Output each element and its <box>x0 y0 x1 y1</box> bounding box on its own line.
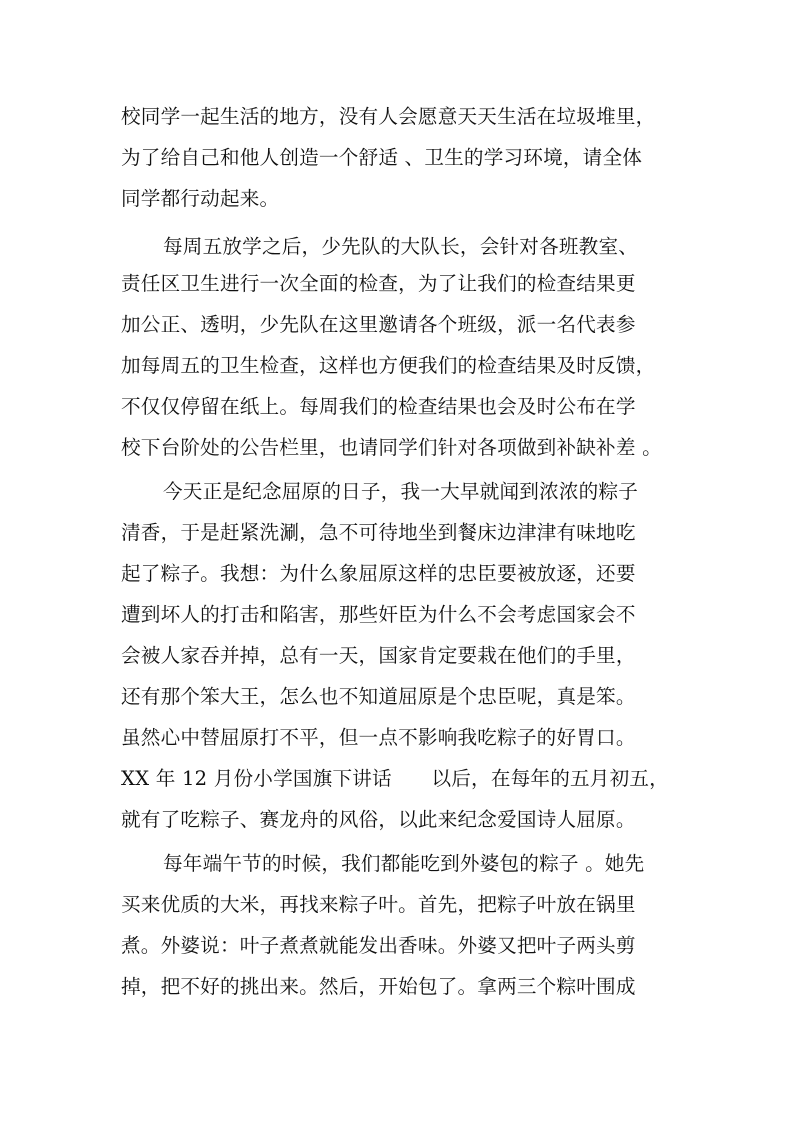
text-line: 今天正是纪念屈原的日子，我一大早就闻到浓浓的粽子 <box>163 480 639 503</box>
text-line: 同学都行动起来。 <box>121 187 280 210</box>
text-line: 每年端午节的时候，我们都能吃到外婆包的粽子 。她先 <box>163 852 645 875</box>
text-line: 就有了吃粽子、赛龙舟的风俗，以此来纪念爱国诗人屈原。 <box>121 808 636 831</box>
text-line: 还有那个笨大王，怎么也不知道屈原是个忠臣呢，真是笨。 <box>121 685 636 708</box>
text-line: 起了粽子。我想：为什么象屈原这样的忠臣要被放逐，还要 <box>121 562 636 585</box>
text-line: 遭到坏人的打击和陷害，那些奸臣为什么不会考虑国家会不 <box>121 603 636 626</box>
text-line: 买来优质的大米，再找来粽子叶。首先，把粽子叶放在锅里 <box>121 893 636 916</box>
text-line: 责任区卫生进行一次全面的检查，为了让我们的检查结果更 <box>121 272 636 295</box>
text-line: 虽然心中替屈原打不平，但一点不影响我吃粽子的好胃口。 <box>121 726 636 749</box>
text-line: 校同学一起生活的地方，没有人会愿意天天生活在垃圾堆里， <box>121 105 656 128</box>
text-line: 加公正、透明，少先队在这里邀请各个班级，派一名代表参 <box>121 313 636 336</box>
text-line: 每周五放学之后，少先队的大队长，会针对各班教室、 <box>163 235 639 258</box>
text-line: 为了给自己和他人创造一个舒适 、卫生的学习环境，请全体 <box>121 146 643 169</box>
text-line: 煮。外婆说：叶子煮煮就能发出香味。外婆又把叶子两头剪 <box>121 934 636 957</box>
text-line: 校下台阶处的公告栏里，也请同学们针对各项做到补缺补差 。 <box>121 436 662 459</box>
text-line: 加每周五的卫生检查，这样也方便我们的检查结果及时反馈， <box>121 354 656 377</box>
text-line: XX 年 12 月份小学国旗下讲话 以后，在每年的五月初五， <box>121 767 669 790</box>
text-line: 不仅仅停留在纸上。每周我们的检查结果也会及时公布在学 <box>121 395 636 418</box>
text-line: 掉，把不好的挑出来。然后，开始包了。拿两三个粽叶围成 <box>121 975 636 998</box>
text-line: 会被人家吞并掉，总有一天，国家肯定要栽在他们的手里， <box>121 644 636 667</box>
text-line: 清香，于是赶紧洗涮，急不可待地坐到餐床边津津有味地吃 <box>121 521 636 544</box>
